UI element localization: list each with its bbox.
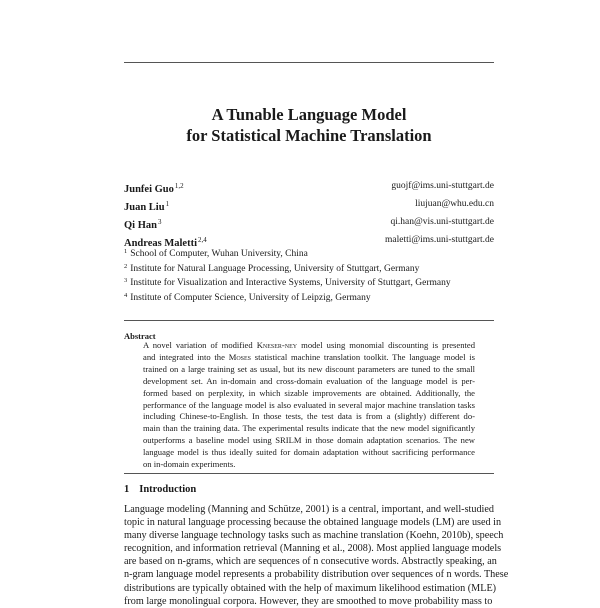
intro-line: topic in natural language processing because the obtained language models (LM) are used in [124, 517, 502, 529]
author-row [124, 195, 494, 213]
abstract-rule [124, 320, 494, 321]
abstract-line: formed based on perplexity, in which sizable improvements are obtained. Additionally, the [143, 387, 475, 398]
abstract-line: language model is thus ideally suited for domain adaptation without sacrificing performance [143, 447, 475, 458]
section-number: 1 [124, 484, 130, 495]
top-rule [124, 62, 494, 63]
abstract-line: performance of the language model is also evaluated in several major machine translation tasks [143, 399, 475, 410]
abstract-line: on in-domain experiments. [143, 459, 236, 470]
author-affil-marks: 1,2 [174, 182, 184, 190]
title-line-1: A Tunable Language Model [211, 105, 407, 124]
affiliation: $^4$ Institute of Computer Science, University of Leipzig, Germany [124, 291, 371, 303]
affiliation: $^2$ Institute for Natural Language Processing, University of Stuttgart, Germany [124, 262, 420, 274]
section-title: Introduction [139, 484, 197, 495]
abstract-line: development set. An in-domain and cross-domain evaluation of the language model is per- [143, 375, 475, 386]
abstract-line: including Chinese-to-English. In those tests, the test data is from a (slightly) different do- [143, 411, 475, 422]
abstract-line: A novel variation of modified Kneser-ney model using monomial discounting is presented [143, 340, 475, 350]
author-list [124, 177, 494, 249]
intro-body [124, 503, 509, 608]
author-name: Juan Liu$^1$ [124, 200, 170, 213]
section-heading [124, 484, 196, 495]
intro-line: are based on n-grams, which are sequences of n consecutive words. Abstractly speaking, an [124, 556, 497, 568]
affiliation: $^3$ Institute for Visualization and Interactive Systems, University of Stuttgart, Germany [124, 277, 451, 288]
author-affil-marks: 1 [165, 200, 170, 208]
intro-line: from large monolingual corpora. However, they are smoothed to move probability mass to [124, 595, 493, 607]
author-email: qi.han@vis.uni-stuttgart.de [390, 217, 494, 227]
affiliation-list [124, 246, 494, 304]
author-row [124, 177, 494, 195]
title-line-2: for Statistical Machine Translation [186, 126, 432, 145]
abstract-line: trained on a large training set as usual, but its new discount parameters are tuned to the small [143, 363, 475, 374]
abstract-line: outperforms a baseline model using SRILM in those domain adaptation scenarios. The new [143, 435, 475, 446]
author-name: Qi Han$^3$ [124, 218, 162, 231]
intro-line: recognition, and information retrieval (Manning et al., 2008). Most applied language models [124, 543, 502, 555]
author-name: Junfei Guo$^{1,2}$ [124, 182, 184, 195]
author-row [124, 213, 494, 231]
abstract-line: and integrated into the Moses statistical machine translation toolkit. The language model is [143, 351, 475, 362]
paper-title [124, 104, 494, 146]
abstract-body [143, 340, 475, 471]
author-affil-marks: 3 [157, 218, 162, 226]
affiliation: $^1$ School of Computer, Wuhan University, China [124, 248, 308, 259]
abstract-line: main than the training data. The experimental results indicate that the new model significantly [143, 423, 475, 434]
intro-line: n-gram language model represents a probability distribution over sequences of n words. These [124, 569, 509, 581]
author-name: Andreas Maletti$^{2,4}$ [124, 236, 207, 249]
author-email: guojf@ims.uni-stuttgart.de [391, 181, 494, 191]
author-email: maletti@ims.uni-stuttgart.de [384, 235, 494, 245]
abstract-bottom-rule [124, 473, 494, 474]
abstract-heading: Abstract [124, 331, 156, 341]
intro-line: distributions are typically obtained with the help of maximum likelihood estimation (MLE) [124, 582, 497, 594]
author-affil-marks: 2,4 [198, 236, 207, 244]
intro-line: many diverse language technology tasks such as machine translation (Koehn, 2010b), speech [124, 530, 504, 542]
author-email: liujuan@whu.edu.cn [415, 199, 494, 209]
intro-line: Language modeling (Manning and Schütze, 2001) is a central, important, and well-studied [124, 504, 494, 515]
